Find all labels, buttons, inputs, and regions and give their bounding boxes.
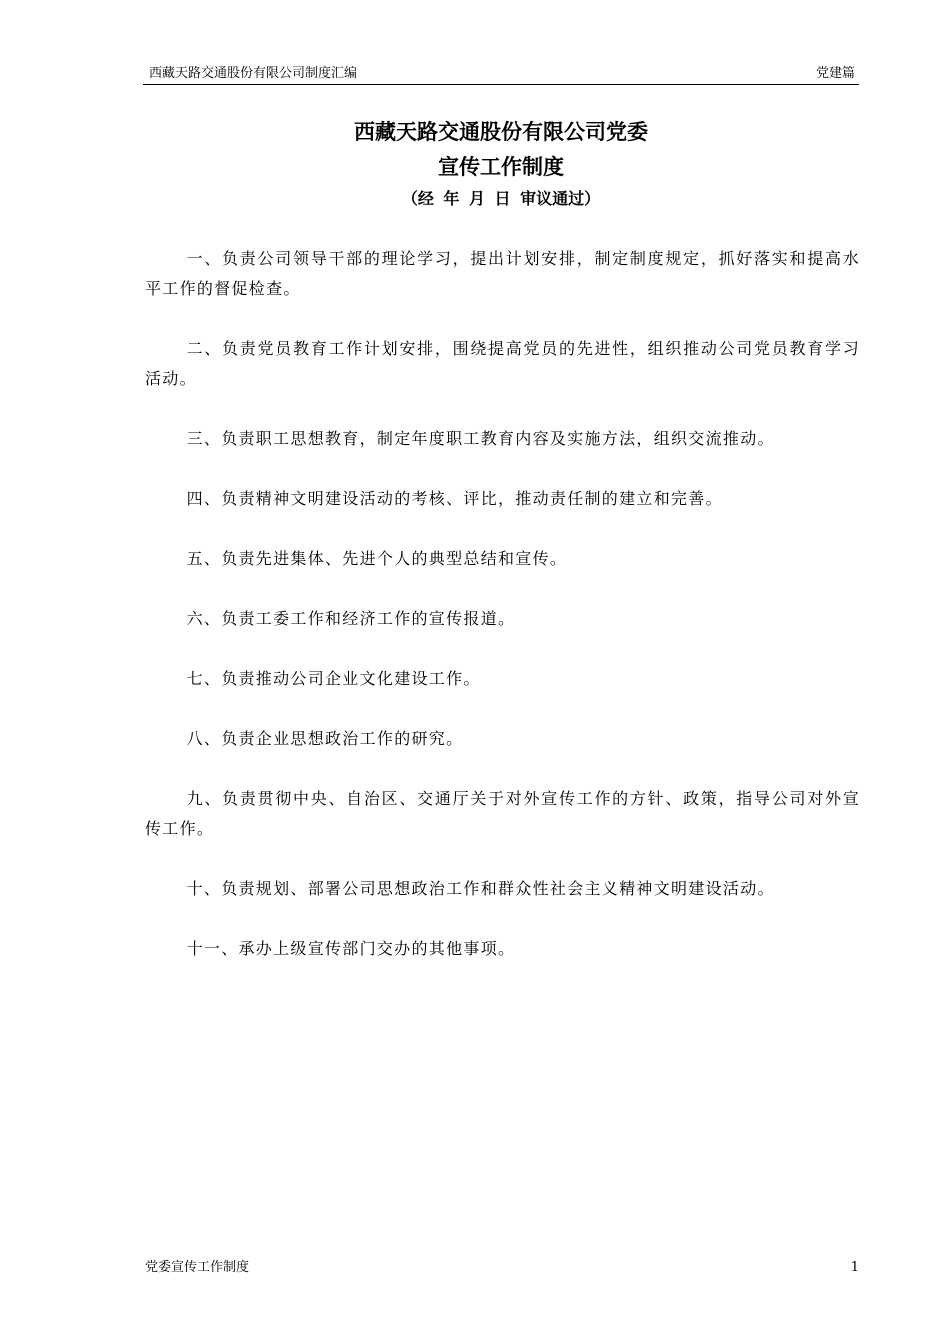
clause-5: 五、负责先进集体、先进个人的典型总结和宣传。 — [186, 549, 568, 568]
document-title-line-2: 宣传工作制度 — [438, 155, 564, 179]
clause-9: 九、负责贯彻中央、自治区、交通厅关于对外宣传工作的方针、政策，指导公司对外宣传工作。 — [145, 789, 860, 838]
clause-2: 二、负责党员教育工作计划安排，围绕提高党员的先进性，组织推动公司党员教育学习活动。 — [145, 339, 860, 388]
page-header — [143, 64, 859, 85]
clause-3: 三、负责职工思想教育，制定年度职工教育内容及实施方法，组织交流推动。 — [186, 429, 775, 448]
footer-document-name: 党委宣传工作制度 — [145, 1260, 250, 1275]
clause-11: 十一、承办上级宣传部门交办的其他事项。 — [186, 939, 516, 958]
clause-10: 十、负责规划、部署公司思想政治工作和群众性社会主义精神文明建设活动。 — [186, 879, 775, 898]
header-section-name: 党建篇 — [815, 66, 855, 81]
header-document-series: 西藏天路交通股份有限公司制度汇编 — [149, 66, 358, 81]
page-number: 1 — [850, 1260, 859, 1275]
document-title-line-1: 西藏天路交通股份有限公司党委 — [354, 120, 648, 144]
clause-7: 七、负责推动公司企业文化建设工作。 — [186, 669, 481, 688]
clause-8: 八、负责企业思想政治工作的研究。 — [186, 729, 464, 748]
clause-4: 四、负责精神文明建设活动的考核、评比，推动责任制的建立和完善。 — [186, 489, 723, 508]
document-body — [145, 244, 860, 994]
clause-6: 六、负责工委工作和经济工作的宣传报道。 — [186, 609, 516, 628]
document-approval-note: （经 年 月 日 审议通过） — [401, 189, 601, 208]
clause-1: 一、负责公司领导干部的理论学习，提出计划安排，制定制度规定，抓好落实和提高水平工作的督促检查。 — [145, 249, 860, 298]
